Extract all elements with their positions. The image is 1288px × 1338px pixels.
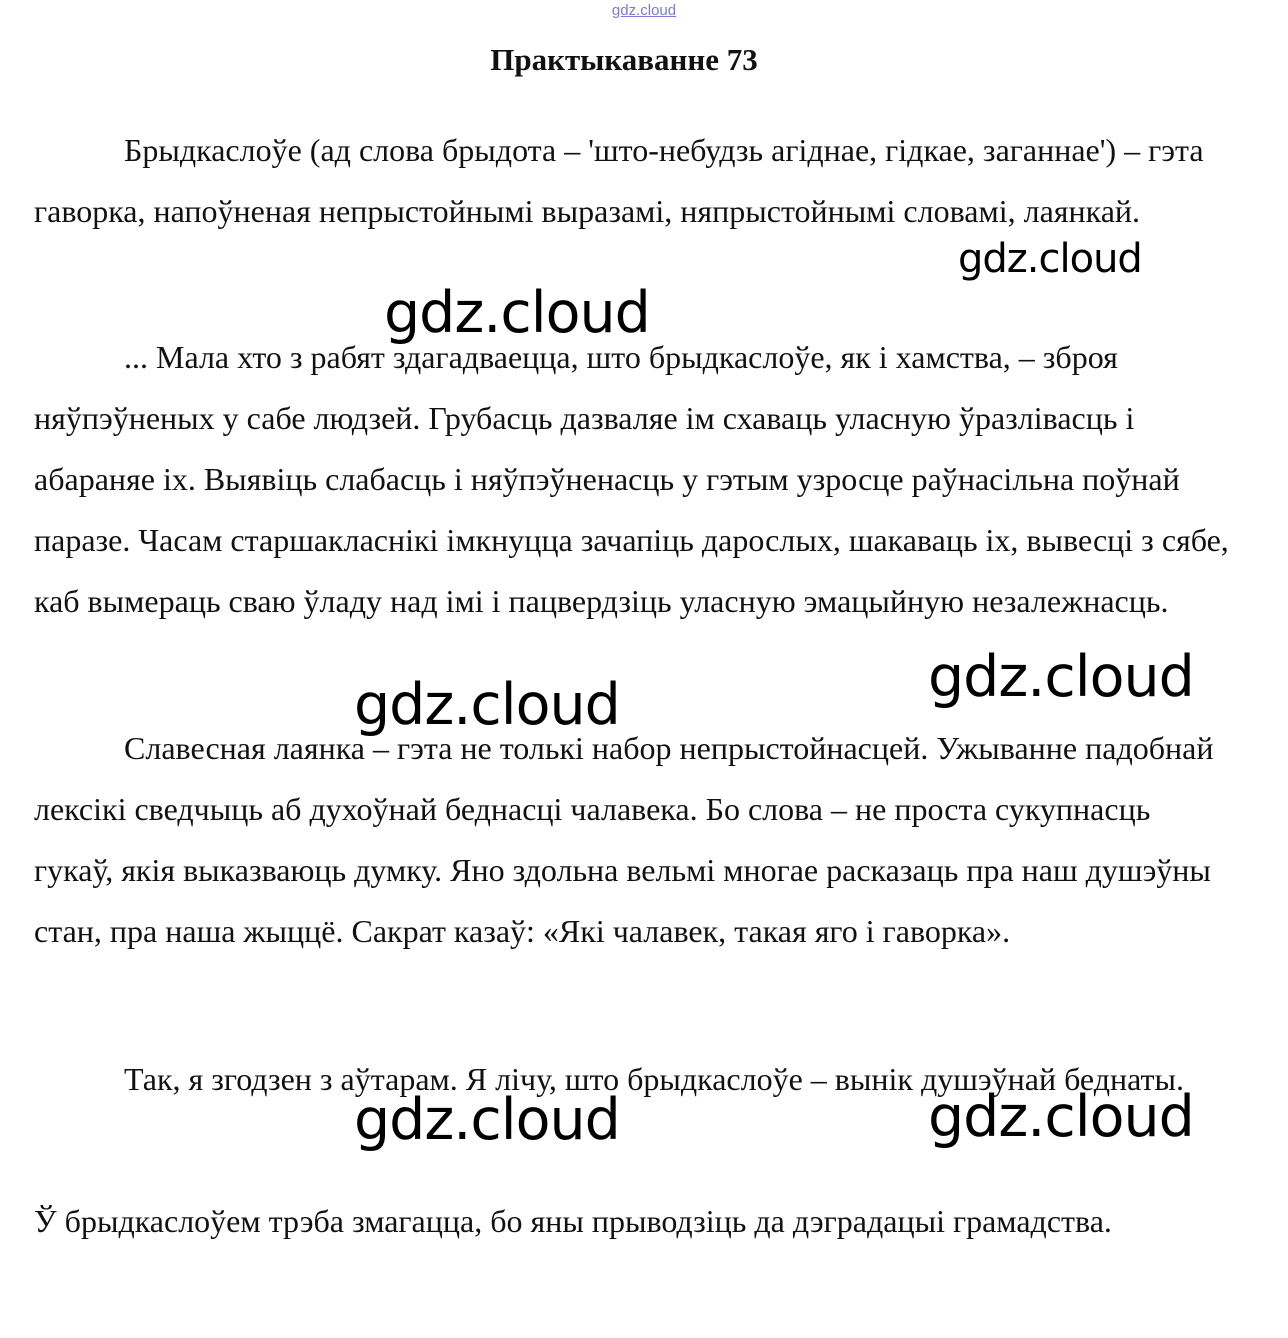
watermark: gdz.cloud (928, 644, 1194, 710)
paragraph-quote-2: Славесная лаянка – гэта не толькі набор непрыстойнасцей. Ужыванне падобнай лексікі сведчыць аб духоўнай беднасці чалавека. Бо слова – не проста сукупнасць гукаў, якія выказваюць думку. Яно здольна вельмі многае расказаць пра наш душэўны стан, пра наша жыццё. Сакрат казаў: «Які чалавек, такая яго і гаворка». (34, 730, 1214, 949)
watermark: gdz.cloud (354, 1087, 620, 1153)
watermark: gdz.cloud (928, 1084, 1194, 1150)
paragraph-quote-1: ... Мала хто з рабят здагадваецца, што брыдкаслоўе, як і хамства, – зброя няўпэўненых у сабе людзей. Грубасць дазваляе ім схаваць уласную ўразлівасць і абараняе іх. Выявіць слабасць і няўпэўненасць у гэтым узросце раўнасільна поўнай паразе. Часам старшакласнікі імкнуцца зачапіць дарослых, шакаваць іх, вывесці з сябе, каб вымераць сваю ўладу над імі і пацвердзіць уласную эмацыйную незалежнасць. (34, 339, 1229, 619)
paragraph-definition: Брыдкаслоўе (ад слова брыдота – 'што-небудзь агіднае, гідкае, заганнае') – гэта гаворка, напоўненая непрыстойнымі выразамі, няпрыстойнымі словамі, лаянкай. (34, 132, 1204, 229)
watermark: gdz.cloud (384, 280, 650, 346)
page-title: Практыкаванне 73 (490, 42, 758, 77)
paragraph-conclusion: Ў брыдкаслоўем трэба змагацца, бо яны прыводзіць да дэградацыі грамадства. (34, 1203, 1112, 1239)
watermark: gdz.cloud (958, 236, 1142, 282)
watermark-link[interactable]: gdz.cloud (611, 2, 677, 19)
watermark: gdz.cloud (354, 672, 620, 738)
paragraph-opinion: Так, я згодзен з аўтарам. Я лічу, што брыдкаслоўе – вынік душэўнай беднаты. (124, 1061, 1184, 1097)
